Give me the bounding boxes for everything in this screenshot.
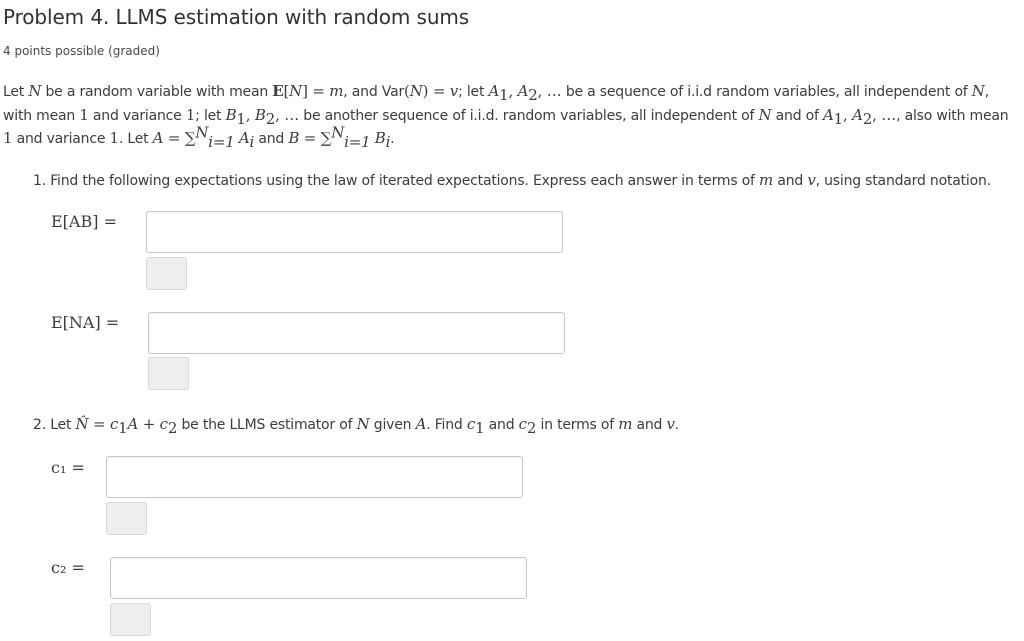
problem-statement: Let N be a random variable with mean E[N] = m, and Var(N) = v; let $A_1$, $A_2$, … be a sequence of i.i.d random variables, all independent of N, with mean 1 and variance 1; let $B_1$, $B_2$, … be another sequence of i.i.d. random variables, all independent of N and of $A_1$, $A_2$, …, also with mean 1 and variance 1. Let A = ∑$^N_{i=1}$ $A_i$ and B = ∑$^N_{i=1}$ $B_i$.: [3, 82, 1009, 151]
answer-input-c2[interactable]: [110, 557, 527, 599]
question-2-prompt: 2. Let N̂ = $c_1A + c_2$ be the LLMS estimator of N given A. Find $c_1$ and $c_2$ in terms of m and v.: [33, 415, 680, 437]
question-1-prompt: 1. Find the following expectations using the law of iterated expectations. Express each answer in terms of m and v, using standard notation.: [33, 171, 991, 189]
label-e-na: E[NA] =: [51, 313, 120, 332]
answer-preview-e-ab: [146, 257, 187, 290]
label-e-ab: E[AB] =: [51, 212, 117, 231]
answer-preview-c1: [106, 502, 147, 535]
points-possible: 4 points possible (graded): [3, 44, 160, 58]
answer-preview-e-na: [148, 357, 189, 390]
label-c2: c₂ =: [51, 558, 85, 577]
answer-input-e-ab[interactable]: [146, 211, 563, 253]
label-c1: c₁ =: [51, 458, 85, 477]
answer-input-c1[interactable]: [106, 456, 523, 498]
answer-input-e-na[interactable]: [148, 312, 565, 354]
answer-preview-c2: [110, 603, 151, 636]
page-title: Problem 4. LLMS estimation with random sums: [3, 5, 470, 29]
